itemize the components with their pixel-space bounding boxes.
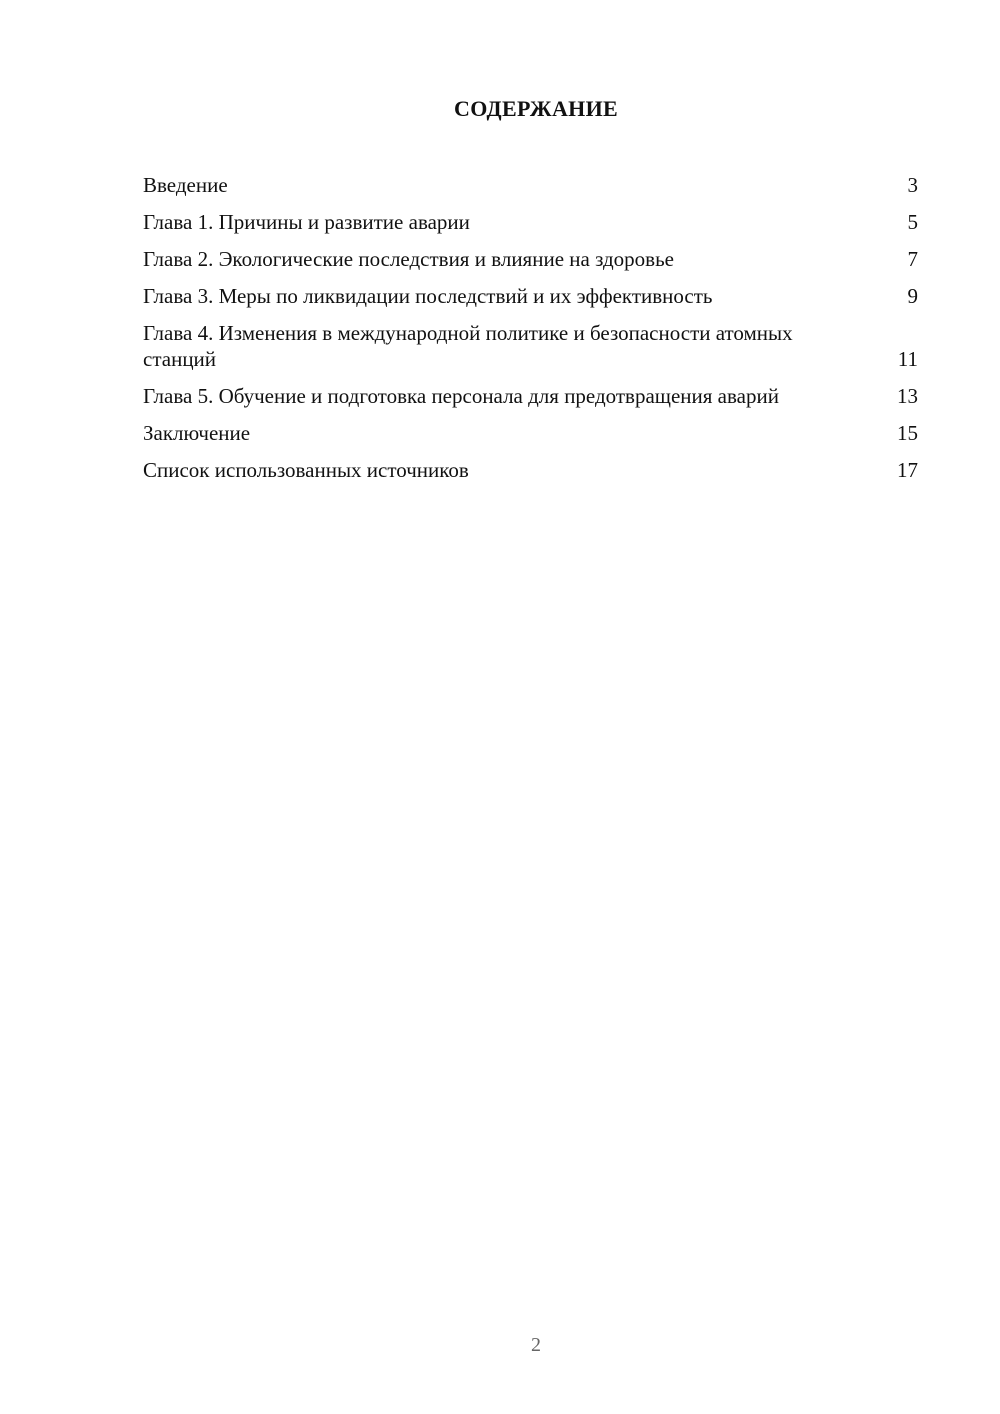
toc-entry-text: Глава 3. Меры по ликвидации последствий и их эффективность (143, 284, 713, 308)
toc-entry-page: 17 (897, 458, 918, 482)
toc-entry-page: 11 (897, 347, 918, 371)
toc-entry-references[interactable] (143, 457, 918, 483)
toc-entry-page: 15 (897, 421, 918, 445)
toc-entry-text: Введение (143, 173, 228, 197)
toc-entry-text: Заключение (143, 421, 251, 445)
page-title: СОДЕРЖАНИЕ (454, 96, 618, 121)
toc-entry-text: Список использованных источников (143, 458, 469, 482)
toc-entry-chapter-4[interactable] (143, 320, 918, 372)
toc-entry-chapter-2[interactable] (143, 246, 918, 272)
toc-entry-introduction[interactable] (143, 172, 918, 198)
toc-entry-page: 9 (907, 284, 918, 308)
toc-entry-text: Глава 2. Экологические последствия и влияние на здоровье (143, 247, 674, 271)
toc-entry-page: 13 (897, 384, 918, 408)
toc-entry-text: Глава 5. Обучение и подготовка персонала для предотвращения аварий (143, 384, 779, 408)
toc-entry-chapter-1[interactable] (143, 209, 918, 235)
toc-entry-chapter-5[interactable] (143, 383, 918, 409)
toc-entry-page: 5 (907, 210, 918, 234)
toc-entry-page: 7 (907, 247, 918, 271)
toc-entry-text: Глава 4. Изменения в международной политике и безопасности атомных станций (143, 321, 793, 371)
toc-entry-text: Глава 1. Причины и развитие аварии (143, 210, 470, 234)
table-of-contents (143, 172, 918, 494)
toc-entry-conclusion[interactable] (143, 420, 918, 446)
page-number: 2 (531, 1334, 541, 1356)
toc-entry-page: 3 (907, 173, 918, 197)
toc-entry-chapter-3[interactable] (143, 283, 918, 309)
